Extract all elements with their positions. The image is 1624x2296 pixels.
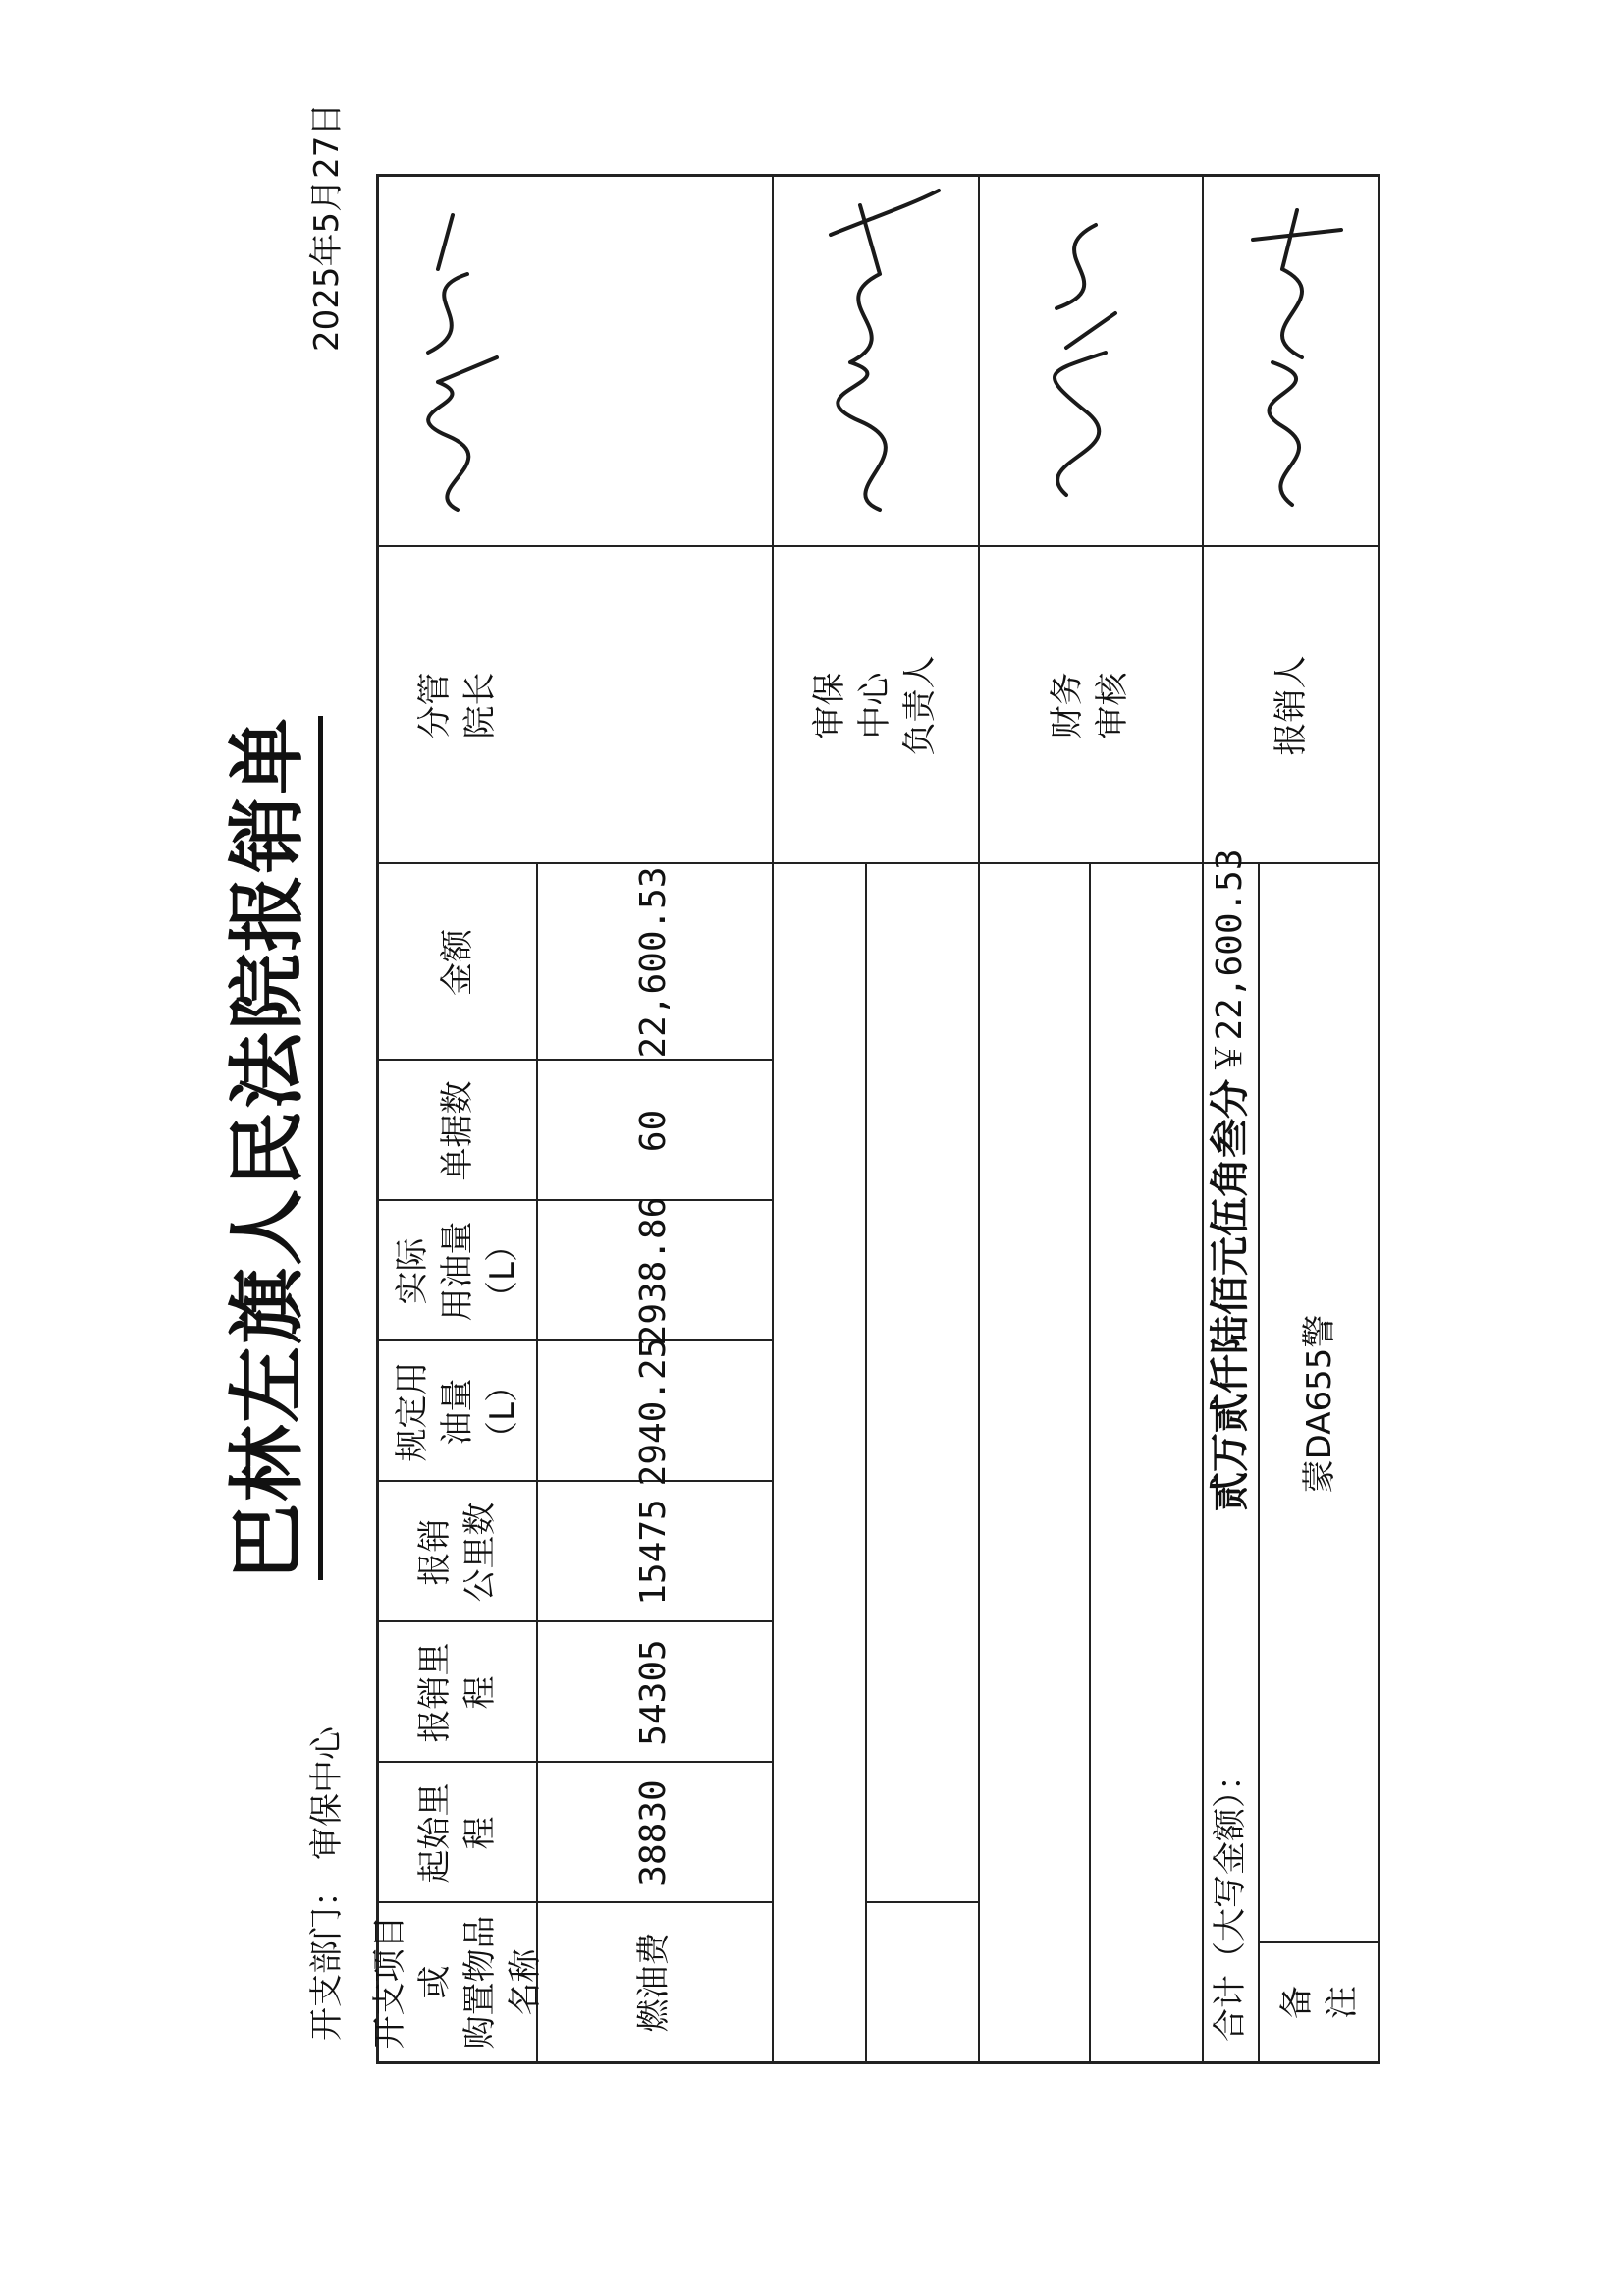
row-item: 燃油费	[634, 1932, 674, 2033]
total-amount: ￥22,600.53	[1209, 848, 1250, 1076]
remark-label: 备 注	[1276, 1986, 1362, 2019]
remark-value: 蒙DA655警	[1299, 1314, 1339, 1494]
approval-claimant-label: 报销人	[1272, 655, 1311, 756]
signature-leader	[399, 195, 526, 529]
header-reimb-mileage: 报销里 程	[415, 1642, 500, 1743]
reimbursement-table	[370, 174, 1380, 2064]
header-quota-fuel: 规定用 油量 （L）	[393, 1361, 522, 1462]
header-item: 开支项目或 购置物品名称	[370, 1915, 545, 2050]
grid-line	[772, 174, 774, 2061]
grid-line	[865, 1901, 978, 1903]
total-label: 合计（大写金额）：	[1210, 1758, 1250, 2042]
form-title: 巴林左旗人民法院报销单	[206, 0, 316, 2296]
grid-line	[1089, 864, 1091, 2061]
approval-leader-label: 分管 院长	[415, 672, 500, 739]
total-words: 贰万贰仟陆佰元伍角叁分	[1207, 1079, 1253, 1511]
signature-center-head	[791, 176, 958, 529]
row-actual-fuel: 2938.86	[633, 1196, 674, 1346]
header-start-mileage: 起始里 程	[415, 1782, 500, 1884]
signature-claimant	[1214, 191, 1371, 524]
header-reimb-km: 报销 公里数	[415, 1502, 500, 1603]
department-line	[299, 1726, 348, 2041]
grid-line	[978, 174, 980, 2061]
header-receipts: 单据数	[438, 1080, 477, 1181]
grid-line	[865, 864, 867, 2061]
row-receipts: 60	[633, 1109, 674, 1153]
signature-finance	[1007, 195, 1164, 519]
approval-center-head-label: 审保 中心 负责人	[810, 655, 940, 756]
row-start-mileage: 38830	[633, 1779, 674, 1886]
row-reimb-km: 15475	[633, 1499, 674, 1606]
row-quota-fuel: 2940.25	[633, 1337, 674, 1487]
row-amount: 22,600.53	[633, 866, 674, 1059]
department-label: 开支部门：	[307, 1874, 347, 2041]
header-amount: 金额	[438, 929, 477, 996]
header-actual-fuel: 实际 用油量 （L）	[393, 1221, 522, 1322]
approval-finance-label: 财务 审核	[1048, 672, 1132, 739]
form-date: 2025年5月27日	[307, 102, 347, 352]
row-reimb-mileage: 54305	[633, 1639, 674, 1746]
department-value: 审保中心	[307, 1726, 347, 1860]
